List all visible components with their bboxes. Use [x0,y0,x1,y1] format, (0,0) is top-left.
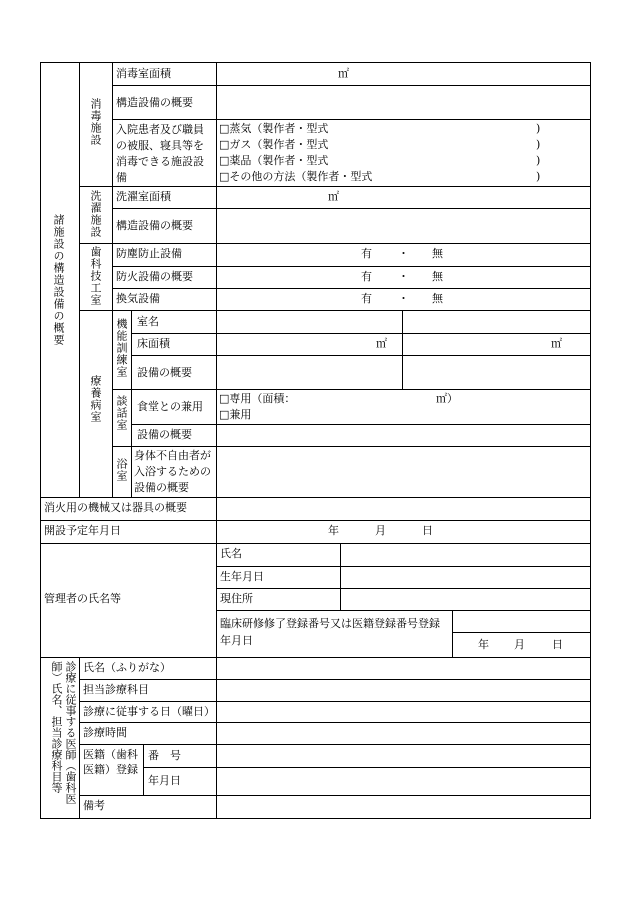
doctor-department-label: 担当診療科目 [83,683,149,696]
fire-fighting-label: 消火用の機械又は器具の概要 [44,501,187,514]
talk-room-label: 談話室 [115,395,128,431]
training-floor-area-label: 床面積 [137,337,170,350]
divider [112,208,590,209]
disinfection-label: 消毒施設 [89,98,102,146]
border-top [40,62,590,63]
manager-label: 管理者の氏名等 [44,592,121,605]
doctor-name-label: 氏名（ふりがな） [83,661,171,674]
border-bottom [40,818,590,819]
divider [79,243,590,244]
disinfection-area-unit: ㎡ [338,67,349,80]
bath-equipment-label: 身体不自由者が入浴するための設備の概要 [134,449,211,494]
bath-room-label: 浴室 [115,458,128,482]
manager-name-label: 氏名 [220,547,242,560]
dental-vent-no: 無 [432,292,443,305]
divider [131,355,590,356]
disinfection-structure-label: 構造設備の概要 [116,96,193,109]
disinfection-capability-label: 入院患者及び職員の被服、寝具等を消毒できる施設設備 [116,123,204,184]
divider [79,722,590,723]
opening-date-label: 開設予定年月日 [44,524,121,537]
close-paren: ) [536,138,541,151]
laundry-structure-label: 構造設備の概要 [116,219,193,232]
divider [452,610,453,657]
disinfection-area-label: 消毒室面積 [116,67,171,80]
dental-vent-label: 換気設備 [116,292,160,305]
dental-vent-yes: 有 [361,292,372,305]
dental-dust-label: 防塵防止設備 [116,247,182,260]
dental-fire-yes: 有 [361,270,372,283]
divider [402,310,403,389]
manager-address-label: 現住所 [220,592,253,605]
close-paren: ) [536,170,541,183]
divider [112,266,590,267]
divider [79,744,590,745]
divider [79,701,590,702]
talk-dining-label: 食堂との兼用 [137,400,203,413]
divider [216,566,590,567]
disinfection-option-chemical: □薬品（製作者・型式 [219,154,329,167]
training-room-name-label: 室名 [137,315,159,328]
divider [216,543,217,657]
divider [131,424,590,425]
laundry-area-unit: ㎡ [328,190,339,203]
manager-reg-day: 日 [552,638,563,651]
divider [216,310,217,497]
divider [112,62,113,497]
divider [143,767,590,768]
doctor-remarks-label: 備考 [83,799,105,812]
divider [216,588,590,589]
doctor-days-label: 診療に従事する日（曜日） [83,705,215,718]
dental-vent-dot: ・ [398,292,409,305]
talk-equipment-label: 設備の概要 [137,428,192,441]
close-paren: ) [536,122,541,135]
doctor-hours-label: 診療時間 [83,726,127,739]
disinfection-option-steam: □蒸気（製作者・型式 [219,122,329,135]
divider [40,497,590,498]
section-label-facilities: 諸施設の構造設備の概要 [52,214,65,346]
close-paren: ) [536,154,541,167]
divider [79,310,590,311]
divider [112,446,590,447]
talk-exclusive-option: □専用（面積： [219,392,296,405]
divider [452,632,590,633]
doctor-register-date-label: 年月日 [148,774,181,787]
dental-fire-no: 無 [432,270,443,283]
opening-date-day: 日 [422,524,433,537]
divider [79,795,590,796]
divider [40,543,590,544]
opening-date-month: 月 [375,524,386,537]
divider [112,288,590,289]
dental-dust-yes: 有 [361,247,372,260]
dental-fire-label: 防火設備の概要 [116,270,193,283]
divider [131,333,590,334]
manager-reg-year: 年 [478,638,489,651]
manager-registration-label: 臨床研修修了登録番号又は医籍登録番号登録年月日 [220,617,440,647]
training-equipment-label: 設備の概要 [137,366,192,379]
manager-birth-label: 生年月日 [220,570,264,583]
talk-exclusive-unit: ㎡） [436,392,458,405]
divider [216,610,590,611]
training-room-label: 機能訓練室 [115,318,128,378]
manager-reg-month: 月 [514,638,525,651]
talk-shared-option: □兼用 [219,408,252,421]
divider [112,85,590,86]
dental-dust-dot: ・ [398,247,409,260]
doctors-label: 診療に従事する医師（歯科医師）氏名、担当診療科目等 [50,661,77,804]
divider [340,543,341,610]
disinfection-option-other: □その他の方法（製作者・型式 [219,170,373,183]
divider [143,744,144,795]
divider [79,62,80,497]
disinfection-option-gas: □ガス（製作者・型式 [219,138,329,151]
laundry-area-label: 洗濯室面積 [116,190,171,203]
divider [112,119,590,120]
dental-lab-label: 歯科技工室 [89,246,102,306]
dental-dust-no: 無 [432,247,443,260]
training-floor-area-unit: ㎡ [376,337,387,350]
laundry-label: 洗濯施設 [89,190,102,238]
doctor-register-label: 医籍（歯科医籍）登録 [83,748,138,776]
divider [131,310,132,497]
training-floor-area-unit-2: ㎡ [551,337,562,350]
divider [40,520,590,521]
opening-date-year: 年 [328,524,339,537]
divider [79,186,590,187]
divider [112,389,590,390]
border-right [590,62,591,819]
border-left [40,62,41,819]
recuperation-label: 療養病室 [89,375,102,423]
doctor-register-number-label: 番 号 [148,749,181,762]
dental-fire-dot: ・ [398,270,409,283]
divider [40,657,590,658]
divider [79,679,590,680]
